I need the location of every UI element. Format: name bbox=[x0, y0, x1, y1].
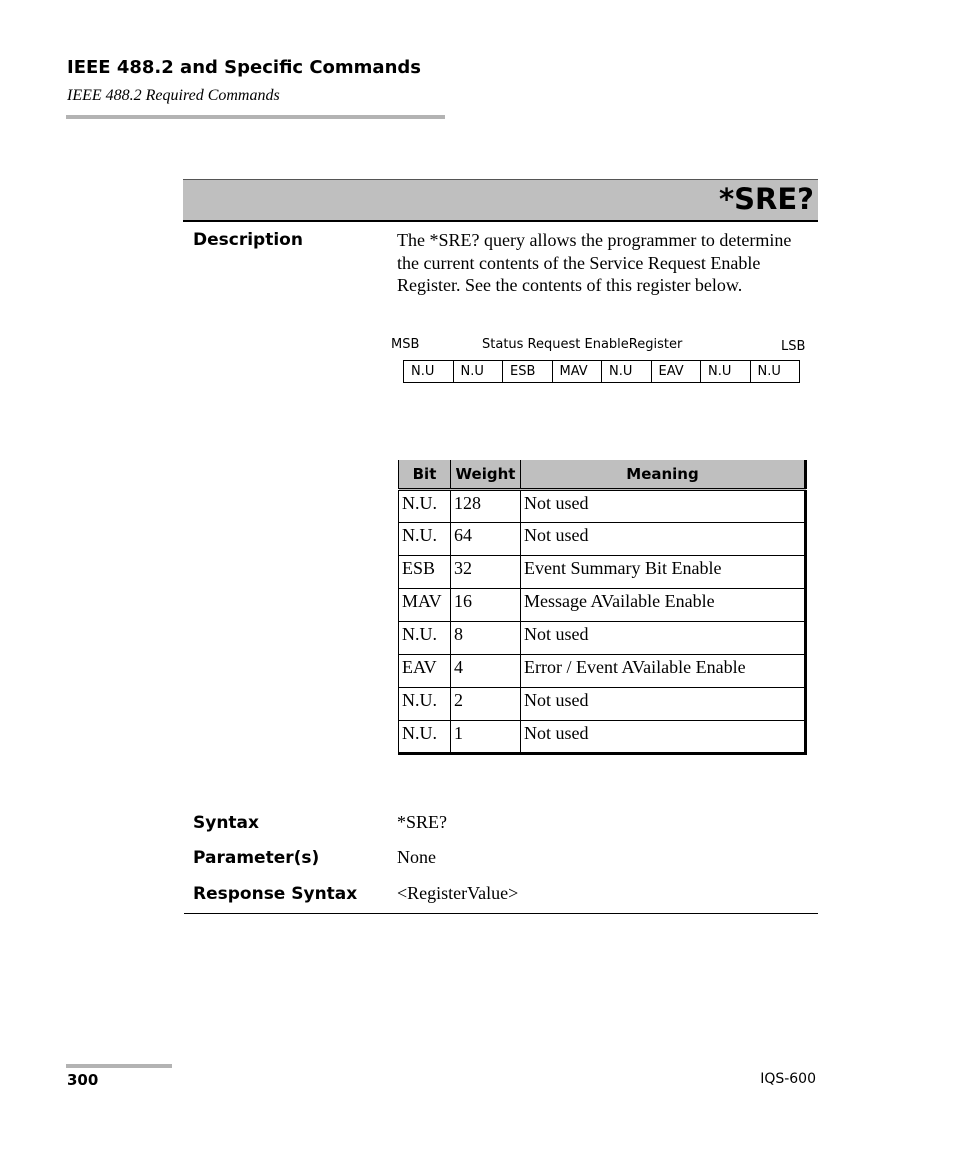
register-bit-cell: N.U bbox=[602, 361, 652, 382]
parameters-label: Parameter(s) bbox=[193, 848, 320, 868]
register-bit-cell: ESB bbox=[503, 361, 553, 382]
table-row bbox=[399, 721, 806, 754]
header-rule bbox=[66, 115, 445, 119]
table-cell-meaning: Not used bbox=[521, 688, 806, 721]
table-row bbox=[399, 622, 806, 655]
table-cell-meaning: Error / Event AVailable Enable bbox=[521, 655, 806, 688]
command-title: *SRE? bbox=[718, 182, 814, 216]
table-header-meaning: Meaning bbox=[521, 460, 806, 490]
table-row bbox=[399, 589, 806, 622]
register-bit-cell: N.U bbox=[757, 364, 781, 379]
table-row bbox=[399, 556, 806, 589]
table-row bbox=[399, 688, 806, 721]
table-row bbox=[399, 523, 806, 556]
register-bit-cell: EAV bbox=[652, 361, 702, 382]
register-bit-cell: N.U bbox=[701, 361, 751, 382]
chapter-title: IEEE 488.2 and Specific Commands bbox=[67, 57, 421, 78]
table-cell-meaning: Not used bbox=[521, 622, 806, 655]
table-row bbox=[399, 655, 806, 688]
register-lsb-label: LSB bbox=[781, 339, 806, 354]
footer-rule bbox=[66, 1064, 172, 1068]
description-text: The *SRE? query allows the programmer to determine the current contents of the Service Request Enable Register. See the contents of this register below. bbox=[397, 230, 792, 295]
table-header-row bbox=[399, 460, 806, 490]
table-cell-meaning: Event Summary Bit Enable bbox=[521, 556, 806, 589]
response-syntax-value: <RegisterValue> bbox=[397, 883, 519, 903]
table-header-weight: Weight bbox=[451, 460, 521, 490]
table-cell-meaning: Message AVailable Enable bbox=[521, 589, 806, 622]
table-cell-weight: 8 bbox=[451, 622, 521, 655]
table-cell-bit: N.U. bbox=[399, 523, 451, 556]
syntax-label: Syntax bbox=[193, 813, 259, 833]
table-cell-bit: N.U. bbox=[399, 688, 451, 721]
command-banner bbox=[183, 179, 818, 222]
table-cell-bit: MAV bbox=[399, 589, 451, 622]
register-bit-cell: MAV bbox=[553, 361, 603, 382]
parameters-value: None bbox=[397, 847, 436, 867]
register-msb-label: MSB bbox=[391, 337, 420, 352]
section-title: IEEE 488.2 Required Commands bbox=[67, 87, 280, 104]
syntax-value: *SRE? bbox=[397, 812, 448, 832]
table-cell-weight: 64 bbox=[451, 523, 521, 556]
table-cell-weight: 2 bbox=[451, 688, 521, 721]
table-cell-meaning: Not used bbox=[521, 523, 806, 556]
description-label: Description bbox=[193, 230, 303, 250]
table-cell-weight: 128 bbox=[451, 490, 521, 523]
register-bit-cell: N.U bbox=[454, 361, 504, 382]
table-header-bit: Bit bbox=[399, 460, 451, 490]
table-cell-meaning: Not used bbox=[524, 723, 589, 743]
product-name: IQS-600 bbox=[760, 1071, 816, 1087]
response-syntax-label: Response Syntax bbox=[193, 884, 358, 904]
table-cell-weight: 32 bbox=[451, 556, 521, 589]
section-bottom-rule bbox=[184, 913, 818, 914]
table-cell-weight: 1 bbox=[451, 721, 521, 754]
table-cell-meaning: Not used bbox=[521, 490, 806, 523]
register-bit-row bbox=[403, 360, 800, 383]
table-cell-weight: 16 bbox=[451, 589, 521, 622]
table-cell-bit: ESB bbox=[399, 556, 451, 589]
register-bit-cell: N.U bbox=[404, 361, 454, 382]
table-cell-bit: N.U. bbox=[399, 622, 451, 655]
table-cell-bit: EAV bbox=[399, 655, 451, 688]
table-cell-bit: N.U. bbox=[399, 490, 451, 523]
bit-table bbox=[398, 460, 807, 755]
page-number: 300 bbox=[67, 1071, 99, 1089]
table-row bbox=[399, 490, 806, 523]
table-cell-weight: 4 bbox=[451, 655, 521, 688]
register-title: Status Request EnableRegister bbox=[482, 337, 683, 352]
table-cell-bit: N.U. bbox=[399, 721, 451, 754]
